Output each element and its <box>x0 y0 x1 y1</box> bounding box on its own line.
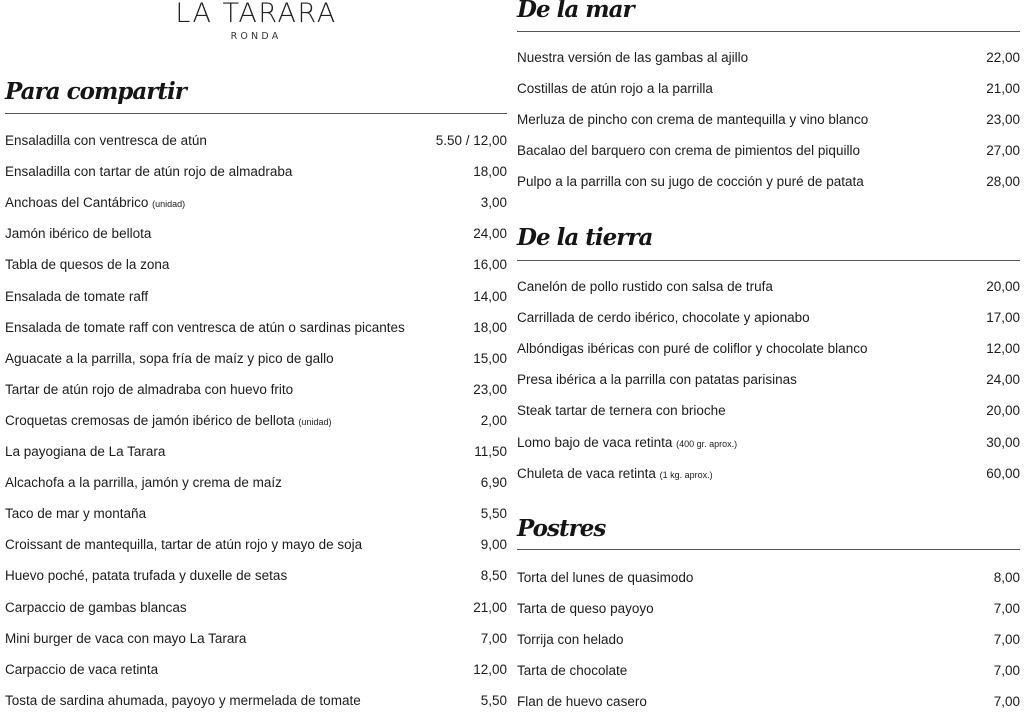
section-divider <box>517 31 1020 32</box>
menu-item <box>517 692 1020 712</box>
menu-item-price: 2,00 <box>480 412 507 428</box>
section-divider <box>517 260 1020 261</box>
menu-item-price: 16,00 <box>473 257 507 273</box>
menu-item <box>5 224 507 244</box>
menu-item-name <box>517 661 627 681</box>
menu-item-price: 20,00 <box>986 403 1020 419</box>
menu-item-name <box>517 692 647 712</box>
menu-item-label: Tartar de atún rojo de almadraba con huevo frito <box>5 381 294 397</box>
menu-item-name <box>5 473 282 493</box>
menu-item-name <box>5 380 293 400</box>
menu-item <box>517 48 1020 68</box>
menu-item-price: 28,00 <box>986 174 1020 190</box>
menu-item-price: 3,00 <box>480 195 507 211</box>
menu-item-price: 7,00 <box>993 601 1020 617</box>
menu-item-name <box>5 566 287 586</box>
menu-item <box>517 464 1020 484</box>
menu-item-name <box>5 411 331 432</box>
menu-item <box>5 380 507 400</box>
menu-item-label: Huevo poché, patata trufada y duxelle de setas <box>5 568 288 584</box>
menu-item <box>5 504 507 524</box>
menu-item <box>517 172 1020 192</box>
menu-item <box>517 599 1020 619</box>
menu-item-price: 7,00 <box>993 632 1020 648</box>
menu-item-price: 18,00 <box>473 319 507 335</box>
menu-item <box>5 566 507 586</box>
menu-item <box>5 162 507 182</box>
menu-item-label: Croquetas cremosas de jamón ibérico de bellota <box>5 412 295 428</box>
menu-item-label: Lomo bajo de vaca retinta <box>517 434 673 450</box>
menu-item-price: 22,00 <box>986 50 1020 65</box>
menu-item-label: Taco de mar y montaña <box>5 506 147 522</box>
menu-item-price: 14,00 <box>473 288 507 304</box>
menu-item <box>5 598 507 618</box>
menu-item-name <box>517 172 864 192</box>
menu-item <box>517 79 1020 99</box>
menu-item-name <box>5 318 405 338</box>
menu-item-price: 8,50 <box>480 568 507 584</box>
menu-item-name <box>5 131 207 151</box>
section-divider <box>5 113 507 114</box>
menu-item-name <box>517 370 797 390</box>
menu-item-name <box>5 504 146 524</box>
menu-item-name <box>517 110 868 130</box>
menu-item-name <box>517 630 624 650</box>
menu-item-name <box>5 660 158 680</box>
menu-item <box>517 277 1020 297</box>
menu-item-price: 5,50 <box>480 506 507 522</box>
menu-item-note: (1 kg. aprox.) <box>659 469 713 480</box>
menu-item-name <box>5 287 148 307</box>
menu-item-label: Costillas de atún rojo a la parrilla <box>517 81 713 97</box>
menu-item <box>5 629 507 649</box>
menu-item-label: Chuleta de vaca retinta <box>517 465 656 481</box>
menu-item <box>517 401 1020 421</box>
menu-item-price: 12,00 <box>473 661 507 677</box>
menu-item <box>5 535 507 555</box>
menu-item <box>5 442 507 462</box>
menu-item-label: La payogiana de La Tarara <box>5 444 166 459</box>
menu-item-price: 8,00 <box>993 570 1020 585</box>
section-title-para-compartir: Para compartir <box>5 78 186 105</box>
menu-item-label: Torrija con helado <box>517 632 624 648</box>
menu-item-name <box>517 401 726 421</box>
menu-item-price: 18,00 <box>473 164 507 180</box>
menu-item-price: 11,50 <box>474 444 507 459</box>
menu-item-label: Steak tartar de ternera con brioche <box>517 403 726 419</box>
logo-city: RONDA <box>230 31 282 42</box>
menu-item-label: Carpaccio de gambas blancas <box>5 599 187 615</box>
menu-item-label: Carpaccio de vaca retinta <box>5 661 159 677</box>
menu-item <box>517 141 1020 161</box>
menu-item-note: (unidad) <box>152 199 186 210</box>
menu-item-label: Nuestra versión de las gambas al ajillo <box>517 50 749 65</box>
logo-brand: LA TARARA <box>175 0 337 29</box>
menu-item-name <box>5 162 292 182</box>
menu-item-label: Anchoas del Cantábrico <box>5 195 149 211</box>
menu-item-label: Ensaladilla con tartar de atún rojo de almadraba <box>5 164 293 180</box>
menu-item-price: 7,00 <box>993 663 1020 679</box>
menu-item-note: (400 gr. aprox.) <box>676 438 738 449</box>
menu-item-price: 23,00 <box>986 112 1020 128</box>
menu-item <box>5 255 507 275</box>
menu-item-name <box>517 599 654 619</box>
menu-item-name <box>5 629 246 649</box>
menu-item <box>517 630 1020 650</box>
menu-item-price: 6,90 <box>480 475 507 491</box>
menu-item <box>517 370 1020 390</box>
menu-item-note: (unidad) <box>298 416 332 427</box>
menu-item <box>5 349 507 369</box>
menu-item-name <box>5 349 334 369</box>
menu-item-name <box>517 339 867 359</box>
menu-item-price: 23,00 <box>473 381 507 397</box>
section-title-de-la-mar: De la mar <box>517 0 634 23</box>
menu-item <box>5 660 507 680</box>
menu-item-price: 5.50 / 12,00 <box>435 133 507 148</box>
menu-item-price: 21,00 <box>986 81 1020 97</box>
menu-item-label: Pulpo a la parrilla con su jugo de cocción y puré de patata <box>517 174 864 190</box>
menu-item-price: 20,00 <box>986 279 1020 294</box>
menu-item-label: Tosta de sardina ahumada, payoyo y mermelada de tomate <box>5 692 361 708</box>
menu-item-name <box>517 277 773 297</box>
menu-item <box>517 110 1020 130</box>
menu-item <box>5 318 507 338</box>
menu-item-price: 27,00 <box>986 143 1020 159</box>
menu-item-name <box>517 568 693 588</box>
menu-item-price: 60,00 <box>986 465 1020 481</box>
menu-item <box>5 131 507 151</box>
menu-item-label: Ensalada de tomate raff <box>5 288 149 304</box>
menu-item-price: 17,00 <box>986 310 1020 326</box>
menu-item-label: Aguacate a la parrilla, sopa fría de maíz y pico de gallo <box>5 350 334 366</box>
menu-item <box>517 661 1020 681</box>
menu-item <box>5 287 507 307</box>
menu-item <box>517 568 1020 588</box>
menu-item-price: 24,00 <box>473 226 507 242</box>
menu-item-label: Albóndigas ibéricas con puré de coliflor y chocolate blanco <box>517 341 868 357</box>
menu-item-label: Mini burger de vaca con mayo La Tarara <box>5 630 247 646</box>
menu-item-label: Bacalao del barquero con crema de pimientos del piquillo <box>517 143 860 159</box>
menu-item-label: Canelón de pollo rustido con salsa de trufa <box>517 279 773 294</box>
menu-item-price: 24,00 <box>986 372 1020 388</box>
menu-item-label: Torta del lunes de quasimodo <box>517 570 694 585</box>
menu-item-name <box>5 224 151 244</box>
menu-item-name <box>5 598 187 618</box>
menu-item-label: Tarta de queso payoyo <box>517 601 654 617</box>
menu-item-price: 30,00 <box>986 434 1020 450</box>
menu-item <box>5 411 507 431</box>
menu-item-label: Tarta de chocolate <box>517 663 628 679</box>
menu-item-name <box>517 141 860 161</box>
menu-item <box>517 339 1020 359</box>
menu-item-price: 12,00 <box>986 341 1020 357</box>
menu-item-label: Tabla de quesos de la zona <box>5 257 170 273</box>
menu-item <box>5 193 507 213</box>
menu-item-label: Merluza de pincho con crema de mantequilla y vino blanco <box>517 112 869 128</box>
menu-item-price: 5,50 <box>480 692 507 708</box>
menu-item-name <box>5 255 169 275</box>
menu-item-label: Jamón ibérico de bellota <box>5 226 152 242</box>
menu-item-name <box>517 48 748 68</box>
menu-item-price: 9,00 <box>480 537 507 553</box>
menu-item-name <box>517 433 737 454</box>
menu-item-label: Alcachofa a la parrilla, jamón y crema de maíz <box>5 475 282 491</box>
menu-item-name <box>517 464 713 485</box>
menu-item-label: Presa ibérica a la parrilla con patatas parisinas <box>517 372 797 388</box>
menu-item-price: 7,00 <box>993 694 1020 710</box>
menu-item-name <box>5 535 362 555</box>
menu-item-name <box>517 79 713 99</box>
menu-item-price: 7,00 <box>480 630 507 646</box>
menu-item <box>517 308 1020 328</box>
restaurant-logo <box>172 0 340 43</box>
menu-item-name <box>5 442 165 462</box>
menu-item-label: Croissant de mantequilla, tartar de atún rojo y mayo de soja <box>5 537 363 553</box>
section-title-postres: Postres <box>517 515 606 542</box>
section-divider <box>517 549 1020 550</box>
menu-item-label: Ensalada de tomate raff con ventresca de atún o sardinas picantes <box>5 319 405 335</box>
menu-item-price: 21,00 <box>473 599 507 615</box>
menu-item-name <box>517 308 810 328</box>
menu-item-label: Flan de huevo casero <box>517 694 647 710</box>
menu-item-name <box>5 193 185 214</box>
menu-item-label: Ensaladilla con ventresca de atún <box>5 133 207 148</box>
menu-item <box>5 473 507 493</box>
menu-item-label: Carrillada de cerdo ibérico, chocolate y apionabo <box>517 310 810 326</box>
menu-item <box>517 433 1020 453</box>
section-title-de-la-tierra: De la tierra <box>517 224 653 251</box>
menu-item-price: 15,00 <box>473 350 507 366</box>
